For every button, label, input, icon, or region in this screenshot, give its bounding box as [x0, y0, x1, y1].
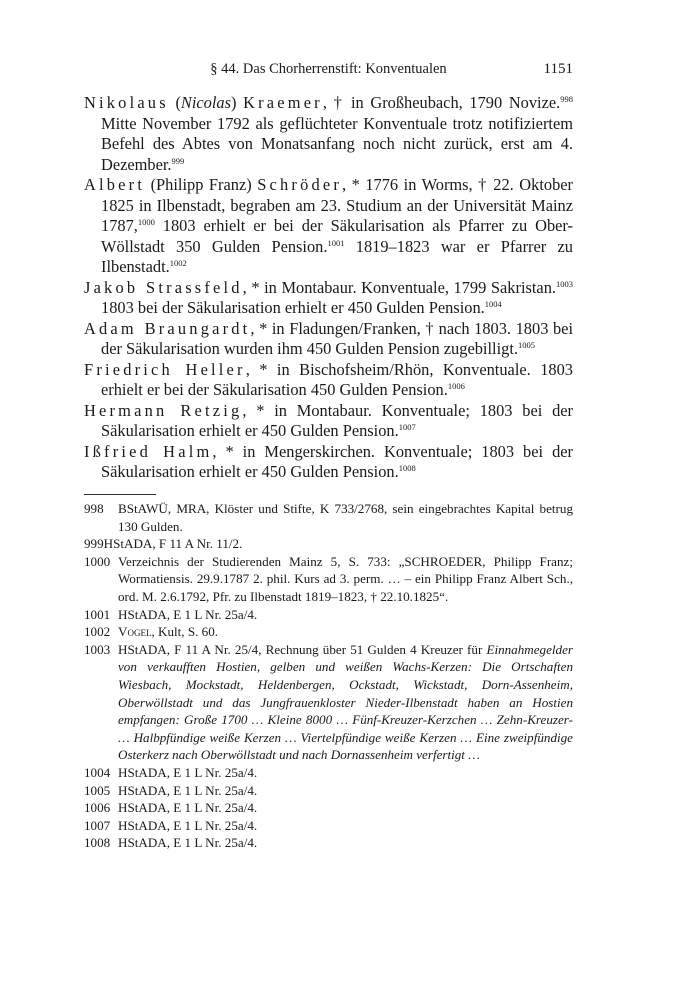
entry-name: Adam Braungardt — [84, 318, 251, 338]
entry-retzig: Hermann Retzig, * in Montabaur. Konventuale; 1803 bei der Säkularisation erhielt er 450 Gulden Pension.$^{1007}$ — [84, 400, 574, 440]
entry-name: Friedrich Heller — [84, 359, 246, 379]
footnote-number: 1008 — [84, 835, 111, 851]
page-number: 1151 — [543, 61, 573, 77]
footnote-1008: 1008 HStADA, E 1 L Nr. 25a/4. — [84, 835, 258, 851]
footnote-1002: 1002 Vogel, Kult, S. 60. — [84, 624, 219, 640]
entry-name: Jakob Strassfeld — [84, 277, 243, 297]
footnote-number: 1003 — [84, 641, 111, 657]
footnote-ref[interactable]: 1002 — [169, 258, 187, 268]
entry-alias: Nicolas — [180, 93, 231, 112]
footnote-number: 1002 — [84, 624, 111, 640]
footnote-999: 999HStADA, F 11 A Nr. 11/2. — [84, 536, 243, 552]
footnote-1007: 1007 HStADA, E 1 L Nr. 25a/4. — [84, 817, 258, 833]
entry-kraemer: Nikolaus (Nicolas) Kraemer, † in Großheubach, 1790 Novize.$^{998}$ Mitte November 1792 als geflüchteter Konventuale trotz notifiziertem Befehl des Abtes von Monatsanfang noch nicht zurück, erst am 4. Dezember.$^{999}$ — [84, 93, 573, 174]
footnote-number: 1005 — [84, 782, 111, 798]
footnote-ref[interactable]: 1000 — [137, 217, 155, 227]
footnote-1000: 1000 Verzeichnis der Studierenden Mainz 5, S. 733: „SCHROEDER, Philipp Franz; Wormatiensis. 29.9.1787 2. phil. Kurs ad 3. perm. … – ein Philipp Franz Albert Sch., ord. M. 2.6.1792, Pfr. zu Ilbenstadt 1819–1823, † 22.10.1825“. — [84, 553, 573, 604]
entries-list — [84, 93, 573, 483]
footnote-1005: 1005 HStADA, E 1 L Nr. 25a/4. — [84, 782, 258, 798]
footnotes — [84, 500, 573, 852]
entry-schroeder: Albert (Philipp Franz) Schröder, * 1776 in Worms, † 22. Oktober 1825 in Ilbenstadt, begraben am 23. Studium an der Universität Mainz 1787,$^{1000}$ 1803 erhielt er bei der Säkularisation als Pfarrer zu Ober-Wöllstadt 350 Gulden Pension.$^{1001}$ 1819–1823 war er Pfarrer zu Ilbenstadt.$^{1002}$ — [84, 175, 573, 276]
footnote-ref[interactable]: 1005 — [518, 340, 535, 350]
running-header — [84, 61, 573, 83]
entry-strassfeld: Jakob Strassfeld, * in Montabaur. Konventuale, 1799 Sakristan.$^{1003}$ 1803 bei der Säkularisation erhielt er 450 Gulden Pension.$^{1004}$ — [84, 277, 573, 317]
footnote-number: 1000 — [84, 553, 111, 569]
footnote-ref[interactable]: 1006 — [447, 381, 465, 391]
footnote-number: 1004 — [84, 764, 111, 780]
entry-surname: Kraemer — [243, 93, 323, 112]
footnote-number: 1007 — [84, 817, 111, 833]
footnote-number: 1001 — [84, 606, 111, 622]
footnote-1004: 1004 HStADA, E 1 L Nr. 25a/4. — [84, 764, 258, 780]
footnote-1006: 1006 HStADA, E 1 L Nr. 25a/4. — [84, 800, 258, 816]
footnote-ref[interactable]: 1004 — [484, 299, 502, 309]
entry-name: Nikolaus — [84, 93, 169, 112]
footnote-quote: Einnahmegelder von verkaufften Hostien, gelben und weißen Wachs-Kerzen: Die Ortschaften Wiesbach, Mockstadt, Heldenbergen, Ockstadt, Wickstadt, Dorn-Assenheim, Oberwöllstadt und das Jungfrauenkloster Nieder-Ilbenstadt haben an Hostien empfangen: Große 1700 … Kleine 8000 … Fünf-Kreuzer-Kerzchen … Zehn-Kreuzer- … Halbpfündige weiße Kerzen … Viertelpfündige weiße Kerzen … Eine zweipfündige Osterkerz nach Oberwöllstadt und nach Dornassenheim verfertigt … — [118, 641, 573, 763]
entry-halm: Ißfried Halm, * in Mengerskirchen. Konventuale; 1803 bei der Säkularisation erhielt er 450 Gulden Pension.$^{1008}$ — [84, 441, 573, 481]
footnote-1001: 1001 HStADA, E 1 L Nr. 25a/4. — [84, 606, 258, 622]
entry-name: Albert — [84, 175, 146, 194]
footnote-998: 998 BStAWÜ, MRA, Klöster und Stifte, K 733/2768, sein eingebrachtes Kapital betrug 130 Gulden. — [84, 501, 573, 534]
footnote-number: 998 — [84, 501, 104, 516]
footnote-ref[interactable]: 1001 — [327, 237, 345, 248]
header-title: § 44. Das Chorherrenstift: Konventualen — [210, 61, 447, 77]
footnote-author: Vogel — [118, 624, 152, 640]
entry-name: Ißfried Halm — [84, 441, 213, 461]
entry-surname: Schröder — [257, 175, 343, 194]
entry-braungardt: Adam Braungardt, * in Fladungen/Franken, † nach 1803. 1803 bei der Säkularisation wurden ihm 450 Gulden Pension zugebilligt.$^{1005}$ — [84, 318, 574, 358]
footnote-ref[interactable]: 1003 — [556, 278, 573, 289]
footnote-1003: 1003 HStADA, F 11 A Nr. 25/4, Rechnung über 51 Gulden 4 Kreuzer für Einnahmegelder von verkaufften Hostien, gelben und weißen Wachs-Kerzen: Die Ortschaften Wiesbach, Mockstadt, Heldenbergen, Ockstadt, Wickstadt, Dorn-Assenheim, Oberwöllstadt und das Jungfrauenkloster Nieder-Ilbenstadt haben an Hostien empfangen: Große 1700 … Kleine 8000 … Fünf-Kreuzer-Kerzchen … Zehn-Kreuzer- … Halbpfündige weiße Kerzen … Viertelpfündige weiße Kerzen … Eine zweipfündige Osterkerz nach Oberwöllstadt und nach Dornassenheim verfertigt … — [84, 641, 573, 763]
footnote-ref[interactable]: 999 — [171, 155, 185, 166]
footnote-ref[interactable]: 1007 — [398, 422, 416, 432]
footnote-number: 1006 — [84, 800, 111, 816]
footnote-ref[interactable]: 998 — [560, 94, 573, 104]
entry-heller: Friedrich Heller, * in Bischofsheim/Rhön, Konventuale. 1803 erhielt er bei der Säkularisation 450 Gulden Pension.$^{1006}$ — [84, 359, 573, 399]
footnote-separator — [84, 494, 156, 495]
footnote-ref[interactable]: 1008 — [398, 463, 416, 473]
entry-name: Hermann Retzig — [84, 400, 243, 420]
